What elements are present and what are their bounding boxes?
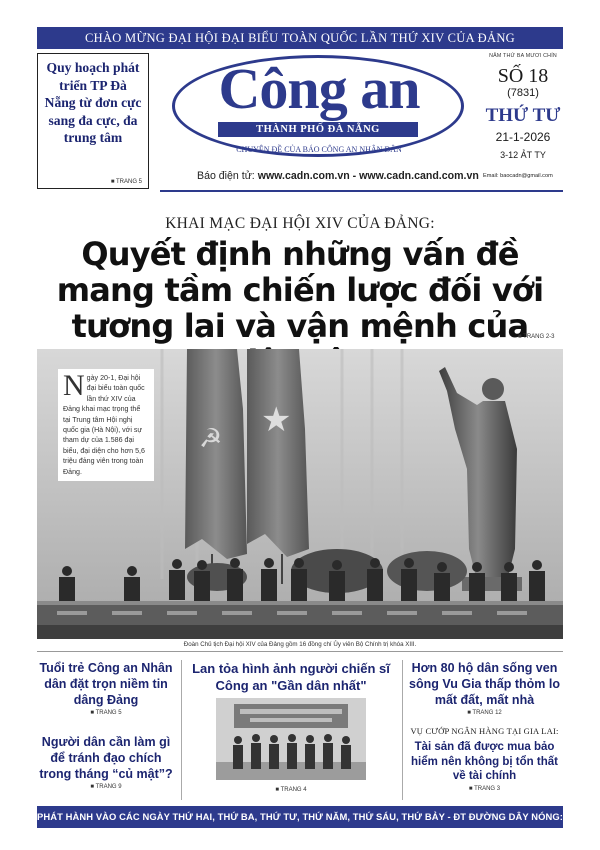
issue-weekday: THỨ TƯ: [485, 105, 561, 126]
story-column-center: [186, 660, 396, 793]
lead-page-ref: ■ TRANG 2-3: [518, 334, 555, 340]
story-column-right: [406, 660, 563, 792]
story-page-youth: ■ TRANG 5: [90, 710, 122, 716]
masthead-tagline: CHUYÊN ĐỀ CỦA BÁO CÔNG AN NHÂN DÂN: [236, 145, 402, 154]
svg-text:★: ★: [261, 400, 292, 440]
masthead: [160, 53, 478, 163]
issue-number: SỐ 18: [497, 65, 549, 87]
story-page-theft: ■ TRANG 9: [90, 784, 122, 790]
masthead-subtitle: THÀNH PHỐ ĐÀ NẴNG: [218, 122, 418, 137]
lead-dropcap: N: [63, 369, 85, 402]
story-photo-police: [216, 698, 366, 780]
bottom-banner: PHÁT HÀNH VÀO CÁC NGÀY THỨ HAI, THỨ BA, THỨ TƯ, THỨ NĂM, THỨ SÁU, THỨ BẢY - ĐT ĐƯỜNG DÂY NÓNG: 0905.81.81.81: [37, 806, 563, 828]
story-title-bank[interactable]: Tài sản đã được mua bảo hiểm nên không bị tổn thất về tài chính: [411, 741, 558, 782]
masthead-rule: [160, 190, 563, 192]
teaser-box[interactable]: [37, 53, 149, 189]
lead-intro: [58, 369, 154, 481]
issue-price: 3-12 ẢT TY: [500, 150, 546, 160]
story-page-bank: ■ TRANG 3: [468, 785, 501, 792]
lead-kicker: KHAI MẠC ĐẠI HỘI XIV CỦA ĐẢNG:: [165, 215, 435, 232]
story-kicker-bank: VỤ CƯỚP NGÂN HÀNG TẠI GIA LAI:: [410, 726, 559, 736]
website-urls[interactable]: www.cadn.com.vn - www.cadn.cand.com.vn: [257, 170, 479, 182]
lead-photo: [37, 349, 563, 639]
story-column-left: [37, 660, 175, 790]
email-line[interactable]: Email: baocadn@gmail.com: [483, 173, 553, 179]
masthead-title: Công an: [218, 56, 420, 121]
story-title-youth[interactable]: Tuổi trẻ Công an Nhân dân đặt trọn niềm tin dâng Đảng: [39, 661, 173, 707]
story-page-riverbank: ■ TRANG 12: [467, 710, 502, 716]
website-label: Báo điện tử:: [197, 170, 255, 182]
lead-headline[interactable]: Quyết định những vấn đề mang tầm chiến lược đối với tương lai và vận mệnh của: [56, 235, 544, 345]
story-title-theft[interactable]: Người dân cần làm gì để tránh đạo chích trong tháng “củ mật”?: [39, 735, 173, 781]
website-line: [197, 170, 479, 182]
issue-number-total: (7831): [507, 87, 539, 99]
teaser-title: Quy hoạch phát triển TP Đà Nẵng từ đơn cực sang đa cực, đa trung tâm: [44, 60, 142, 145]
lead-intro-text: gày 20-1, Đại hội đại biểu toàn quốc lần thứ XIV của Đảng khai mạc trọng thể tại Trung tâm Hội nghị quốc gia (Hà Nội), với sự tham dự của 1.586 đại biểu, đại diện cho hơn 5,6 triệu đảng viên trong toàn Đảng.: [63, 374, 145, 476]
issue-date: 21-1-2026: [495, 130, 551, 144]
teaser-page-ref: ■ TRANG 5: [110, 179, 142, 185]
svg-text:☭: ☭: [199, 424, 223, 454]
issue-year-line: NĂM THỨ BA MƯƠI CHÍN: [489, 53, 557, 59]
column-divider-2: [402, 660, 403, 800]
column-divider-1: [181, 660, 182, 800]
issue-info: [483, 53, 563, 161]
story-title-police-image[interactable]: Lan tỏa hình ảnh người chiến sĩ Công an "Gần dân nhất": [192, 661, 390, 693]
section-rule: [37, 651, 563, 652]
story-title-riverbank[interactable]: Hơn 80 hộ dân sống ven sông Vu Gia thấp thỏm lo mất đất, mất nhà: [409, 661, 560, 707]
story-page-police-image: ■ TRANG 4: [275, 787, 307, 793]
top-banner: CHÀO MỪNG ĐẠI HỘI ĐẠI BIỂU TOÀN QUỐC LẦN THỨ XIV CỦA ĐẢNG: [37, 27, 563, 49]
photo-caption: Đoàn Chủ tịch Đại hội XIV của Đảng gồm 16 đồng chí Ủy viên Bộ Chính trị khóa XIII.: [183, 641, 417, 648]
